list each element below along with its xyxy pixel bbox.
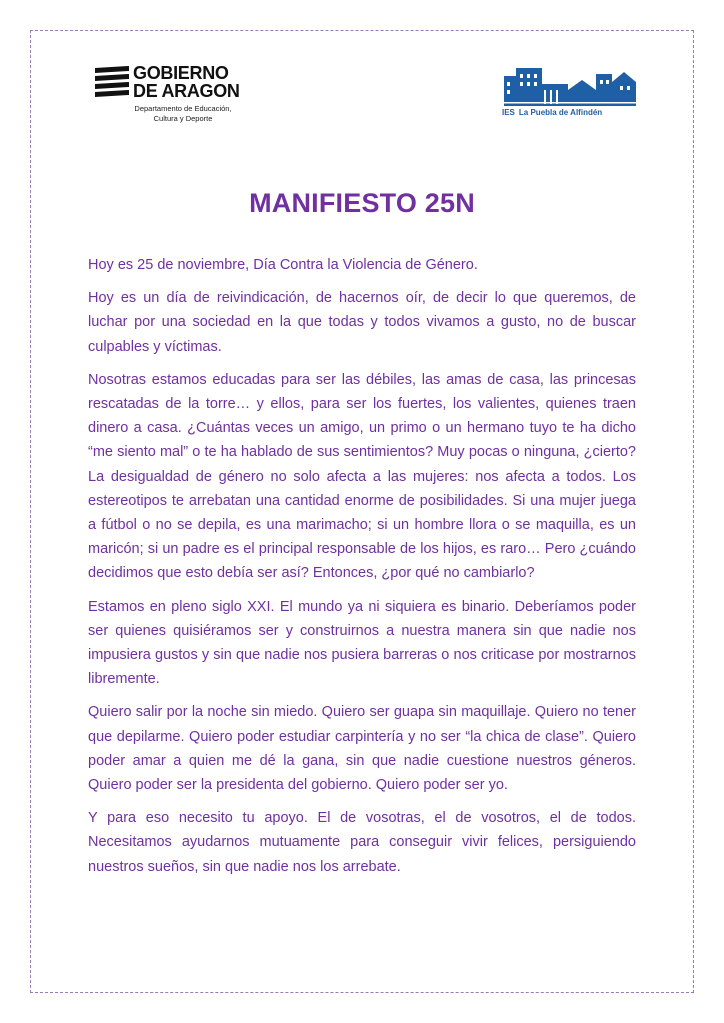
gobierno-aragon-logo bbox=[95, 64, 265, 136]
school-town: La Puebla de Alfindén bbox=[518, 108, 603, 117]
department-name: Departamento de Educación, Cultura y Deporte bbox=[134, 104, 232, 123]
ies-la-puebla-logo bbox=[500, 64, 640, 120]
page-title: MANIFIESTO 25N bbox=[249, 188, 475, 218]
manifesto-body bbox=[88, 253, 636, 888]
paragraph-3: Nosotras estamos educadas para ser las débiles, las amas de casa, las princesas rescatadas de la torre… y ellos, para ser los fuertes, los valientes, quienes traen dinero a casa. ¿Cuántas veces un amigo, un primo o un hermano tuyo te ha dicho “me siento mal” o te ha hablado de sus sentimientos? Muy pocas o ninguna, ¿cierto? La desigualdad de género no solo afecta a las mujeres: nos afecta a todos. Los estereotipos te arrebatan una cantidad enorme de posibilidades. Si una mujer juega a fútbol o no se depila, es una marimacho; si un hombre llora o se maquilla, es un maricón; si un padre es el principal responsable de los hijos, es raro… Pero ¿cuándo decidimos que esto debía ser así? Entonces, ¿por qué no cambiarlo? bbox=[88, 371, 636, 582]
paragraph-6: Y para eso necesito tu apoyo. El de vosotras, el de vosotros, el de todos. Necesitamos ayudarnos mutuamente para conseguir vivir felices, persiguiendo nuestros sueños, sin que nadie nos los arrebate. bbox=[88, 810, 636, 875]
paragraph-4: Estamos en pleno siglo XXI. El mundo ya ni siquiera es binario. Deberíamos poder ser quienes quisiéramos ser y construirnos a nuestra manera sin que nadie nos impusiera gustos y sin que nadie nos pusiera barreras o nos criticase por mostrarnos libremente. bbox=[88, 598, 636, 688]
paragraph-2: Hoy es un día de reivindicación, de hacernos oír, de decir lo que queremos, de luchar por una sociedad en la que todas y todos vivamos a gusto, no de buscar culpables y víctimas. bbox=[88, 290, 636, 355]
paragraph-5: Quiero salir por la noche sin miedo. Quiero ser guapa sin maquillaje. Quiero no tener que depilarme. Quiero poder estudiar carpintería y no ser “la chica de clase”. Quiero poder amar a quien me dé la gana, sin que nadie cuestione nuestros géneros. Quiero poder ser la presidenta del gobierno. Quiero poder ser yo. bbox=[88, 704, 636, 794]
school-buildings-icon bbox=[500, 64, 640, 108]
aragon-stripes-icon bbox=[95, 66, 129, 98]
gobierno-aragon-name: GOBIERNO DE ARAGON bbox=[133, 63, 240, 101]
school-name bbox=[502, 108, 602, 117]
paragraph-1: Hoy es 25 de noviembre, Día Contra la Violencia de Género. bbox=[88, 257, 478, 273]
school-abbr: IES bbox=[502, 108, 515, 117]
